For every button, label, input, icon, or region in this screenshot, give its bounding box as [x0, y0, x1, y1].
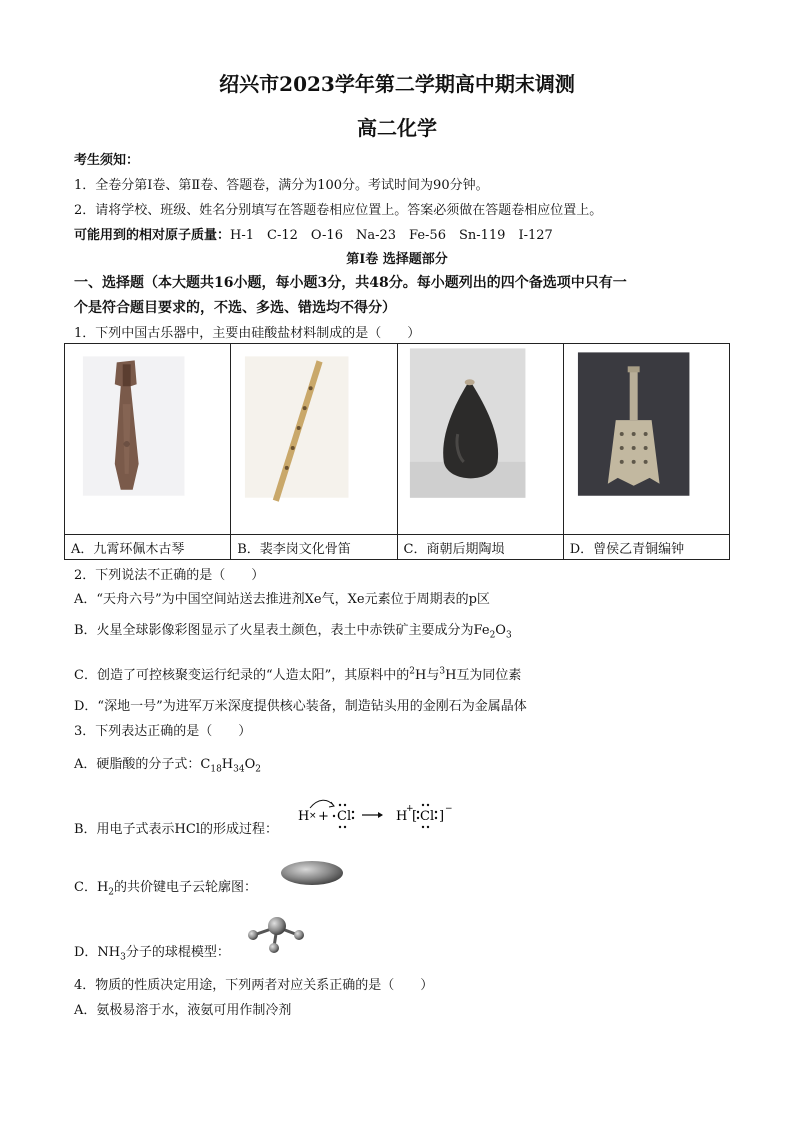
pottery-xun-image	[398, 344, 563, 534]
notice-item-1: 1．全卷分第Ⅰ卷、第Ⅱ卷、答题卷，满分为100分。考试时间为90分钟。	[74, 178, 489, 193]
q2-option-c	[74, 664, 521, 683]
atomic-masses-values: H-1 C-12 O-16 Na-23 Fe-56 Sn-119 I-127	[230, 228, 553, 243]
q1-option-c: C．商朝后期陶埙	[397, 535, 563, 560]
q2-option-c-sup-1: 2	[409, 666, 415, 677]
nh3-ball-stick-model	[244, 913, 310, 955]
q1-option-b: B．裴李岗文化骨笛	[231, 535, 397, 560]
rhs-h: H	[396, 809, 408, 824]
q4-stem: 4．物质的性质决定用途，下列两者对应关系正确的是（ ）	[74, 978, 434, 993]
q3-stem: 3．下列表达正确的是（ ）	[74, 724, 252, 739]
rhs-cl: Cl	[420, 809, 435, 824]
q3-option-a-o: O	[244, 757, 256, 772]
rhs-plus: +	[406, 804, 414, 814]
guqin-image	[65, 344, 230, 534]
rhs-minus: −	[445, 804, 453, 814]
q3-option-c	[74, 876, 257, 898]
q2-option-b-o: O	[495, 623, 506, 638]
section-1-instructions-line-1: 一、选择题（本大题共16小题，每小题3分，共48分。每小题列出的四个备选项中只有一	[74, 275, 627, 291]
notice-heading: 考生须知：	[74, 153, 140, 168]
exam-title: 绍兴市2023学年第二学期高中期末调测	[219, 72, 575, 96]
q3-option-d-end: 分子的球棍模型：	[125, 945, 230, 960]
q1-option-d: D．曾侯乙青铜编钟	[563, 535, 729, 560]
lhs-plus: +	[318, 809, 329, 824]
svg-text:[: [	[412, 809, 418, 824]
atomic-masses	[74, 224, 553, 243]
q3-option-a	[74, 753, 261, 775]
q1-options-table	[64, 343, 730, 560]
exam-subject: 高二化学	[357, 116, 437, 140]
q3-option-a-h: H	[221, 757, 234, 772]
notice-item-2: 2．请将学校、班级、姓名分别填写在答题卷相应位置上。答案必须做在答题卷相应位置上。	[74, 203, 603, 218]
q2-option-c-sup-2: 3	[439, 666, 446, 677]
q3-option-a-sub-3: 2	[255, 764, 261, 775]
q2-option-b-text: B．火星全球影像彩图显示了火星表土颜色，表土中赤铁矿主要成分为Fe	[74, 623, 490, 638]
q2-option-c-text: C．创造了可控核聚变运行纪录的“人造太阳”，其原料中的	[74, 668, 410, 683]
q3-option-d	[74, 941, 230, 963]
q4-option-a: A．氨极易溶于水，液氨可用作制冷剂	[74, 1003, 292, 1018]
q3-option-a-text: A．硬脂酸的分子式：C	[74, 757, 211, 772]
q2-option-a: A．“天舟六号”为中国空间站送去推进剂Xe气，Xe元素位于周期表的p区	[74, 592, 490, 607]
hcl-electron-formula	[296, 796, 466, 832]
q1-image-d	[563, 344, 729, 535]
bone-flute-image	[231, 344, 396, 534]
h2-electron-cloud-image	[278, 858, 346, 888]
q3-option-c-end: 的共价键电子云轮廓图：	[114, 880, 258, 895]
lhs-h: H	[298, 809, 310, 824]
atomic-masses-label: 可能用到的相对原子质量：	[74, 228, 231, 243]
part-1-title: 第Ⅰ卷 选择题部分	[346, 252, 448, 267]
q2-option-d: D．“深地一号”为进军万米深度提供核心装备，制造钻头用的金刚石为金属晶体	[74, 699, 527, 714]
q2-option-b	[74, 619, 512, 641]
lhs-cl: Cl	[337, 809, 352, 824]
q1-stem: 1．下列中国古乐器中，主要由硅酸盐材料制成的是（ ）	[74, 326, 421, 341]
q3-option-a-sub-2: 34	[233, 764, 245, 775]
q2-option-c-end: H互为同位素	[445, 668, 522, 683]
q1-image-b	[231, 344, 397, 535]
q3-option-d-text: D．NH	[74, 945, 121, 960]
q1-image-c	[397, 344, 563, 535]
svg-text:×: ×	[309, 811, 317, 821]
q3-option-d-sub: 3	[120, 952, 126, 963]
bronze-bell-image	[564, 344, 729, 534]
q3-option-c-text: C．H	[74, 880, 109, 895]
section-1-instructions-line-2: 个是符合题目要求的，不选、多选、错选均不得分）	[74, 300, 396, 316]
q3-option-a-sub-1: 18	[210, 764, 222, 775]
q2-stem: 2．下列说法不正确的是（ ）	[74, 568, 265, 583]
q1-image-a	[65, 344, 231, 535]
q2-option-c-mid: H与	[414, 668, 440, 683]
q2-option-b-sub-1: 2	[489, 630, 496, 641]
q2-option-b-sub-2: 3	[505, 630, 512, 641]
q1-option-a: A．九霄环佩木古琴	[65, 535, 231, 560]
q3-option-c-sub: 2	[108, 887, 115, 898]
q3-option-b: B．用电子式表示HCl的形成过程：	[74, 822, 278, 837]
svg-text:]: ]	[439, 809, 445, 824]
